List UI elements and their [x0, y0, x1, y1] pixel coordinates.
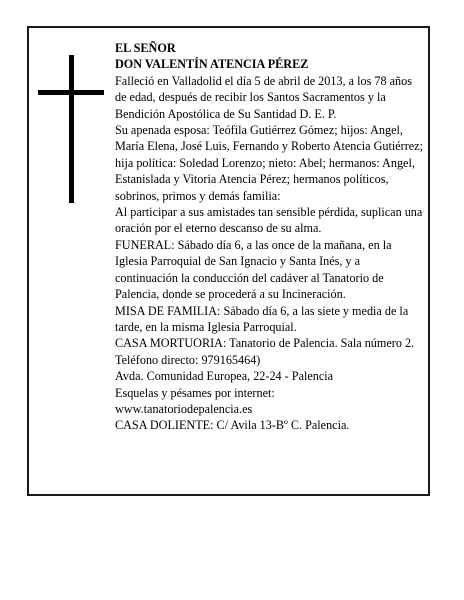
paragraph-funeral: FUNERAL: Sábado día 6, a las once de la mañana, en la Iglesia Parroquial de San Ignacio y Santa Inés, y a continuación la conducción del cadáver al Tanatorio de Palencia, donde se procederá a su Incineración.: [115, 237, 392, 302]
paragraph-website: www.tanatoriodepalencia.es: [115, 401, 253, 416]
heading-title: EL SEÑOR: [115, 41, 176, 55]
paragraph-request: Al participar a sus amistades tan sensible pérdida, suplican una oración por el eterno descanso de su alma.: [115, 205, 423, 236]
paragraph-internet-label: Esquelas y pésames por internet:: [115, 385, 275, 400]
cross-horizontal-bar: [38, 90, 104, 95]
heading-name: DON VALENTÍN ATENCIA PÉREZ: [115, 57, 309, 72]
paragraph-family: Su apenada esposa: Teófila Gutiérrez Gómez; hijos: Angel, María Elena, José Luis, Fernando y Roberto Atencia Gutiérrez; hija política: Soledad Lorenzo; nieto: Abel; hermanos: Angel, Estanislada y Vitoria Atencia Pérez; hermanos políticos, sobrinos, primos y demás familia:: [115, 123, 423, 203]
obituary-notice: [27, 26, 430, 496]
paragraph-address: Avda. Comunidad Europea, 22-24 - Palencia: [115, 369, 334, 384]
cross-vertical-bar: [69, 55, 74, 203]
paragraph-mourning-house: CASA DOLIENTE: C/ Avila 13-Bº C. Palencia.: [115, 418, 350, 433]
paragraph-death-info: Falleció en Valladolid el día 5 de abril de 2013, a los 78 años de edad, después de recibir los Santos Sacramentos y la Bendición Apostólica de Su Santidad D. E. P.: [115, 73, 412, 121]
paragraph-family-mass: MISA DE FAMILIA: Sábado día 6, a las siete y media de la tarde, en la misma Iglesia Parroquial.: [115, 303, 409, 334]
notice-body: [115, 40, 423, 434]
paragraph-mortuary: CASA MORTUORIA: Tanatorio de Palencia. Sala número 2. Teléfono directo: 979165464): [115, 336, 415, 367]
